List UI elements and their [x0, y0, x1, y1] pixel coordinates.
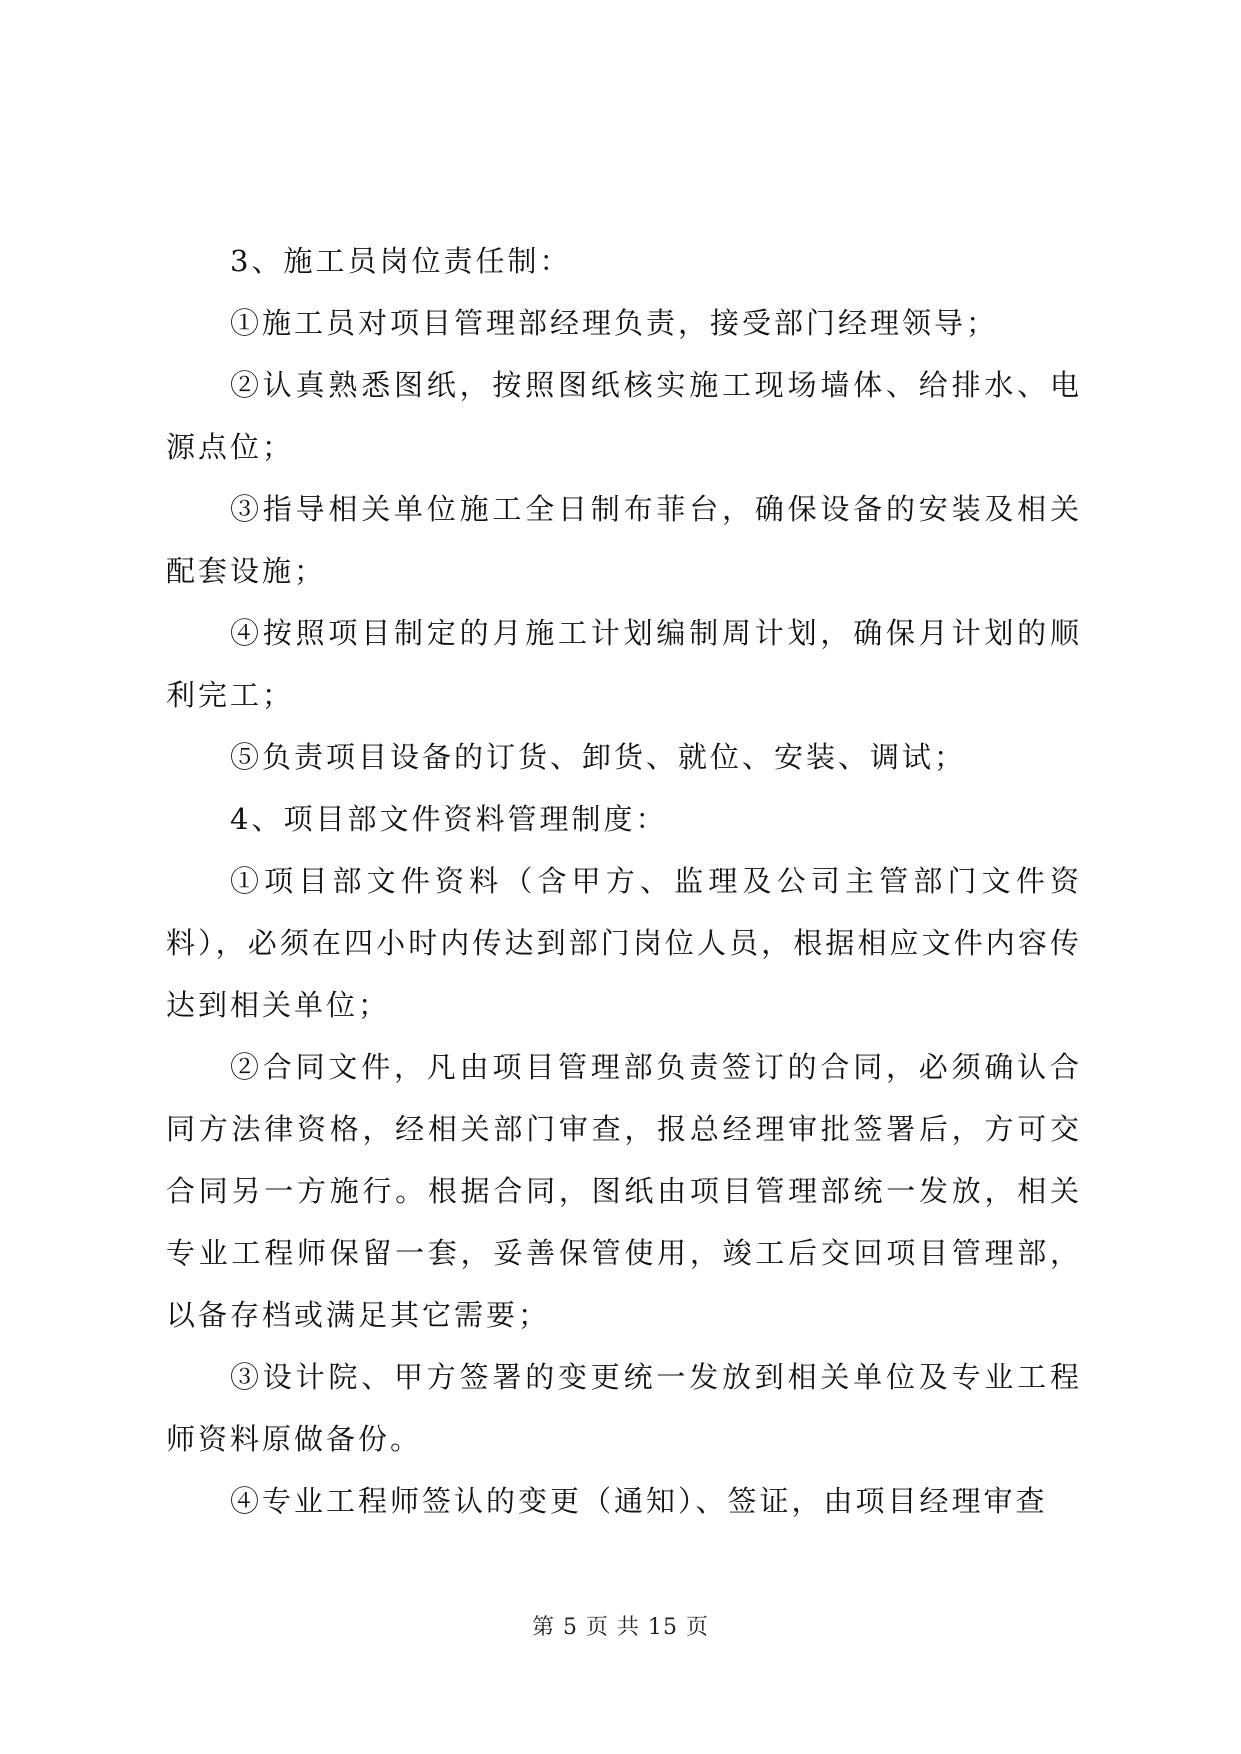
paragraph-item-3: ③设计院、甲方签署的变更统一发放到相关单位及专业工程师资料原做备份。	[166, 1360, 1082, 1456]
paragraph-item-1: ①项目部文件资料（含甲方、监理及公司主管部门文件资料），必须在四小时内传达到部门岗位人员，根据相应文件内容传达到相关单位；	[166, 864, 1082, 1022]
paragraph-item-4: ④专业工程师签认的变更（通知）、签证，由项目经理审查	[230, 1484, 1048, 1518]
paragraph-section-3-title: 3、施工员岗位责任制：	[230, 244, 572, 278]
paragraph-item-4: ④按照项目制定的月施工计划编制周计划，确保月计划的顺利完工；	[166, 616, 1082, 712]
paragraph-item-1: ①施工员对项目管理部经理负责，接受部门经理领导；	[230, 306, 999, 340]
paragraph-item-3: ③指导相关单位施工全日制布菲台，确保设备的安装及相关配套设施；	[166, 492, 1082, 588]
paragraph-section-4-title: 4、项目部文件资料管理制度：	[230, 802, 668, 836]
paragraph-item-2: ②合同文件，凡由项目管理部负责签订的合同，必须确认合同方法律资格，经相关部门审查，报总经理审批签署后，方可交合同另一方施行。根据合同，图纸由项目管理部统一发放，相关专业工程师保留一套，妥善保管使用，竣工后交回项目管理部，以备存档或满足其它需要；	[166, 1050, 1082, 1332]
page-footer: 第 5 页 共 15 页	[532, 1615, 709, 1640]
paragraph-item-2: ②认真熟悉图纸，按照图纸核实施工现场墙体、给排水、电源点位；	[166, 368, 1082, 464]
paragraph-item-5: ⑤负责项目设备的订货、卸货、就位、安装、调试；	[230, 740, 967, 774]
document-body	[166, 230, 1082, 1532]
